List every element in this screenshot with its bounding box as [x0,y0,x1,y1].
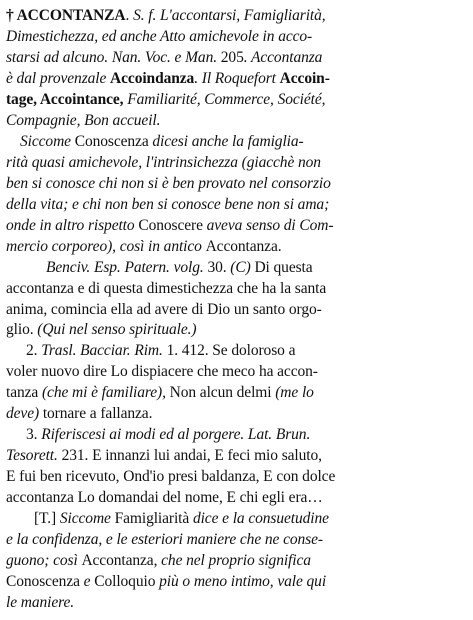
italic-run: che nel proprio significa [161,552,311,570]
italic-run: della vita; e chi non ben si conosce bene non si ama; [6,195,330,213]
text-line [6,467,335,488]
bold-run: Accoin- [279,69,330,87]
text-run: Conoscenza [6,573,84,591]
italic-run: . Il Roquefort [194,69,280,87]
text-run: accontanza Lo domandai del nome, E chi egli era… [6,489,323,507]
bold-run: tage, Accointance, [6,90,128,108]
text-run: 231. E innanzi lui andai, E feci mio saluto, [61,447,322,465]
text-line [6,237,282,258]
italic-run: (Qui nel senso spirituale.) [37,321,197,339]
text-run: Conoscere [138,216,207,234]
italic-run: starsi ad alcuno. Nan. Voc. e Man. [6,48,221,66]
italic-run: Siccome [20,132,75,150]
bold-run: Accoindanza [110,69,195,87]
text-line [34,509,329,530]
text-line [6,69,330,90]
text-run: accontanza e di questa dimestichezza che ha la santa [6,279,327,297]
italic-run: mercio corporeo), così in antico [6,237,206,255]
italic-run: Familiarité, Commerce, Société, [127,90,326,108]
text-line [20,132,304,153]
italic-run: aveva senso di Com- [206,216,334,234]
text-line [26,425,310,446]
italic-run: Benciv. Esp. Patern. volg. [46,258,208,276]
italic-run: è dal provenzale [6,69,111,87]
italic-run: dice e la consuetudine [192,510,329,528]
text-run: 30. [207,258,231,276]
text-line [6,593,74,614]
text-line [26,341,295,362]
text-line [6,530,323,551]
text-run: Di questa [254,258,313,276]
text-line [6,383,314,404]
text-line [6,48,322,69]
italic-run: onde in altro rispetto [6,216,139,234]
text-run: anima, comincia ella ad avere di Dio un santo orgo- [6,300,322,318]
italic-run: e [83,573,95,591]
italic-run: le maniere. [6,594,75,612]
text-line [6,279,326,300]
text-run: voler nuovo dire Lo dispiacere che meco ha accon- [6,363,318,381]
text-run: glio. [6,321,38,339]
italic-run: dicesi anche la famiglia- [152,132,304,150]
text-run: Accontanza, [81,552,162,570]
text-line [6,488,323,509]
text-line [6,551,311,572]
italic-run: Siccome [59,510,115,528]
text-line [6,153,321,174]
text-line [6,320,196,341]
italic-run: guono; così [6,552,82,570]
text-line [6,90,325,111]
text-run: tanza [6,384,42,402]
italic-run: deve) [6,405,43,423]
italic-run: (che mi è familiare), [41,384,170,402]
text-run: Accontanza. [205,237,282,255]
text-line [6,216,333,237]
italic-run: più o meno intimo, vale qui [159,573,327,591]
text-line [6,195,329,216]
text-line [6,572,326,593]
italic-run: (me lo [275,384,314,402]
text-run: 205 [220,48,244,66]
italic-run: e la confidenza, e le esteriori maniere che ne conse- [6,531,323,549]
text-run: Conoscenza [74,132,153,150]
text-run: Famigliarità [114,510,193,528]
italic-run: ben si conosce chi non si è ben provato nel consorzio [6,174,331,192]
text-line [6,404,152,425]
text-line [6,111,160,132]
text-run: tornare a fallanza. [42,405,153,423]
text-line [6,300,322,321]
italic-run: Riferiscesi ai modi ed al porgere. Lat. Brun. [41,426,311,444]
italic-run: . Accontanza [243,48,323,66]
italic-run: (C) [230,258,255,276]
bold-run: † [6,7,17,24]
text-run: E fui ben ricevuto, Ond'io presi baldanza, E con dolce [6,468,336,486]
text-run: 3. [26,426,42,444]
bold-run: ACCONTANZA [16,7,126,24]
text-line [46,258,313,279]
italic-run: Compagnie, Bon accueil. [6,111,161,129]
italic-run: rità quasi amichevole, l'intrinsichezza (giacchè non [6,153,321,171]
text-run: 1. 412. Se doloroso a [166,342,296,360]
italic-run: S. f. L'accontarsi, Famigliarità, [133,7,326,24]
italic-run: Trasl. Bacciar. Rim. [41,342,167,360]
text-line [6,174,331,195]
italic-run: Dimestichezza, ed anche Atto amichevole in acco- [6,27,313,45]
italic-run: Tesorett. [6,447,62,465]
text-run: . [125,7,134,24]
text-run: 2. [26,342,42,360]
text-line [6,6,326,27]
text-run: Colloquio [94,573,160,591]
text-line [6,362,318,383]
text-run: Non alcun delmi [169,384,276,402]
text-run: [T.] [34,510,60,528]
text-line [6,446,322,467]
text-line [6,27,312,48]
